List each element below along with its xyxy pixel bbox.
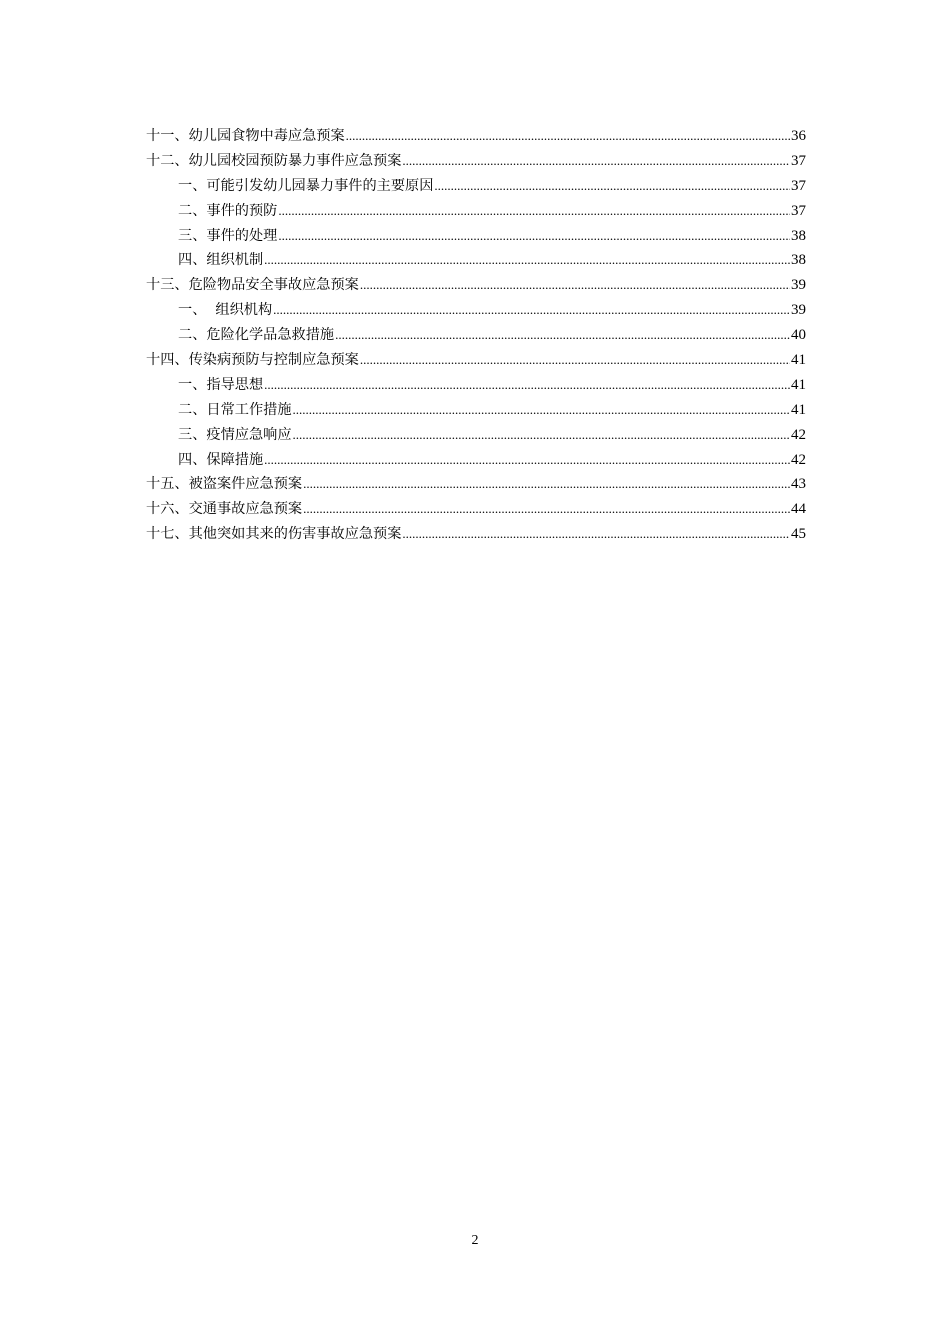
page-number: 2 xyxy=(471,1233,479,1248)
toc-entry-page: 38 xyxy=(791,252,806,269)
toc-entry-title: 三、疫情应急响应 xyxy=(178,426,292,443)
toc-entry[interactable] xyxy=(146,348,806,373)
toc-entry[interactable] xyxy=(146,398,806,423)
toc-entry-title: 十六、交通事故应急预案 xyxy=(146,501,303,518)
toc-entry-page: 41 xyxy=(791,401,806,418)
toc-dot-leader xyxy=(264,448,790,473)
table-of-contents xyxy=(146,124,806,547)
toc-dot-leader xyxy=(303,497,790,522)
toc-entry-title: 十五、被盗案件应急预案 xyxy=(146,476,303,493)
toc-dot-leader xyxy=(335,323,790,348)
toc-entry[interactable] xyxy=(146,448,806,473)
toc-entry-page: 36 xyxy=(791,128,806,144)
toc-dot-leader xyxy=(293,423,790,448)
toc-entry[interactable] xyxy=(146,199,806,224)
toc-entry-title: 十七、其他突如其来的伤害事故应急预案 xyxy=(146,526,402,543)
toc-entry[interactable] xyxy=(146,224,806,249)
toc-entry-page: 37 xyxy=(791,177,806,194)
toc-entry-page: 41 xyxy=(791,352,806,369)
toc-entry-page: 42 xyxy=(791,426,806,443)
toc-dot-leader xyxy=(402,522,790,547)
toc-entry-page: 39 xyxy=(791,302,806,319)
toc-dot-leader xyxy=(360,273,790,298)
toc-dot-leader xyxy=(360,348,790,373)
toc-entry[interactable] xyxy=(146,248,806,273)
toc-dot-leader xyxy=(278,224,790,249)
toc-entry[interactable] xyxy=(146,323,806,348)
toc-entry-title: 四、保障措施 xyxy=(178,451,264,468)
toc-entry-page: 38 xyxy=(791,227,806,244)
toc-entry-title: 一、指导思想 xyxy=(178,376,264,393)
toc-entry[interactable] xyxy=(146,174,806,199)
toc-entry-title: 十一、幼儿园食物中毒应急预案 xyxy=(146,128,345,144)
toc-entry-page: 37 xyxy=(791,152,806,169)
toc-entry[interactable] xyxy=(146,298,806,323)
toc-entry[interactable] xyxy=(146,149,806,174)
toc-entry[interactable] xyxy=(146,373,806,398)
toc-dot-leader xyxy=(278,199,790,224)
toc-entry-page: 44 xyxy=(791,501,806,518)
toc-entry[interactable] xyxy=(146,497,806,522)
toc-entry-title: 十二、幼儿园校园预防暴力事件应急预案 xyxy=(146,152,402,169)
toc-entry[interactable] xyxy=(146,273,806,298)
toc-entry[interactable] xyxy=(146,124,806,149)
toc-dot-leader xyxy=(264,373,790,398)
toc-entry-page: 40 xyxy=(791,327,806,344)
toc-entry-page: 42 xyxy=(791,451,806,468)
toc-dot-leader xyxy=(434,174,790,199)
toc-entry-page: 43 xyxy=(791,476,806,493)
toc-entry-page: 41 xyxy=(791,376,806,393)
toc-entry-title: 一、 组织机构 xyxy=(178,302,273,319)
toc-entry-title: 二、危险化学品急救措施 xyxy=(178,327,335,344)
toc-dot-leader xyxy=(273,298,790,323)
toc-entry[interactable] xyxy=(146,423,806,448)
toc-entry-page: 39 xyxy=(791,277,806,294)
toc-entry-title: 四、组织机制 xyxy=(178,252,264,269)
toc-entry-title: 十三、危险物品安全事故应急预案 xyxy=(146,277,359,294)
toc-entry-page: 45 xyxy=(791,526,806,543)
toc-entry-title: 二、日常工作措施 xyxy=(178,401,292,418)
toc-entry-title: 三、事件的处理 xyxy=(178,227,278,244)
toc-entry-page: 37 xyxy=(791,202,806,219)
toc-entry[interactable] xyxy=(146,472,806,497)
toc-entry-title: 十四、传染病预防与控制应急预案 xyxy=(146,352,359,369)
toc-dot-leader xyxy=(303,472,790,497)
toc-dot-leader xyxy=(264,248,790,273)
toc-dot-leader xyxy=(346,124,790,149)
toc-entry-title: 二、事件的预防 xyxy=(178,202,278,219)
toc-dot-leader xyxy=(293,398,790,423)
toc-dot-leader xyxy=(402,149,790,174)
toc-entry[interactable] xyxy=(146,522,806,547)
toc-entry-title: 一、可能引发幼儿园暴力事件的主要原因 xyxy=(178,177,434,194)
